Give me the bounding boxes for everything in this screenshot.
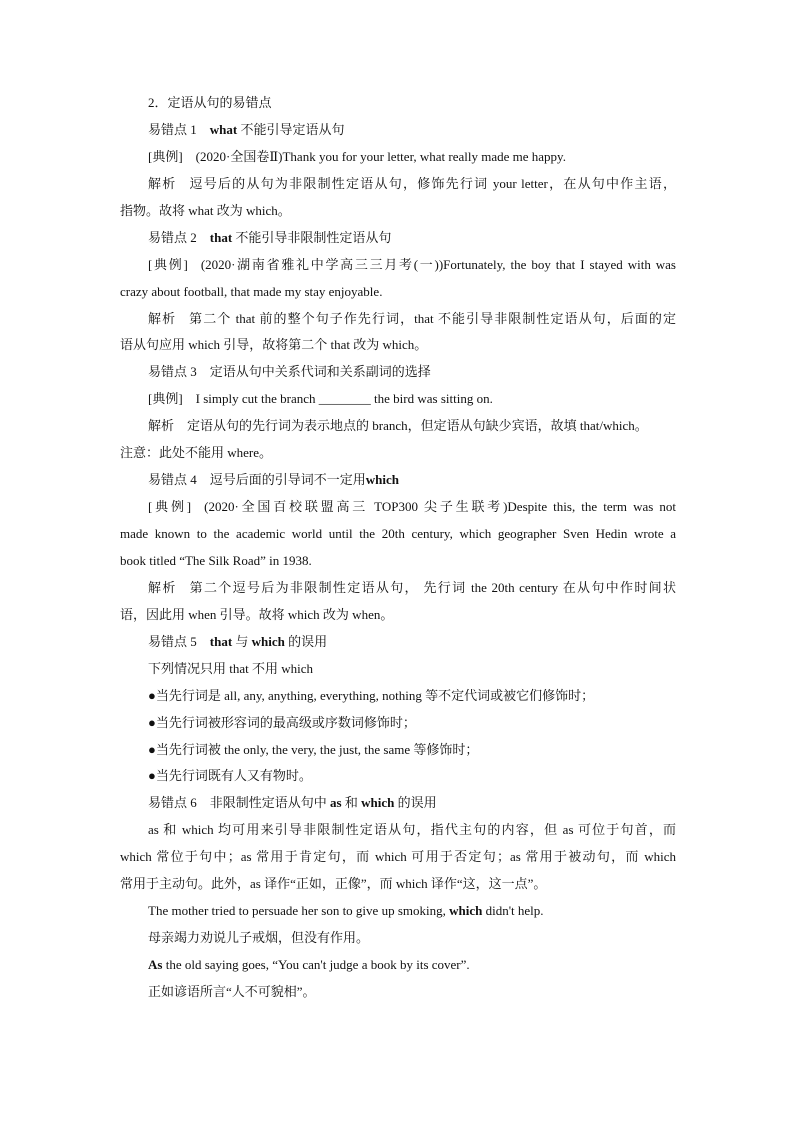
heading-text: 的误用 bbox=[288, 633, 328, 649]
error-point-1-analysis-cont: 指物。故将 what 改为 which。 bbox=[120, 202, 291, 218]
error-point-5-intro: 下列情况只用 that 不用 which bbox=[148, 660, 314, 676]
heading-text: 逗号后面的引导词不一定用 bbox=[209, 472, 366, 488]
heading-number: 易错点 3 bbox=[148, 364, 197, 380]
bullet-item: ●当先行词被形容词的最高级或序数词修饰时； bbox=[148, 714, 416, 730]
error-point-3-analysis bbox=[120, 413, 676, 440]
heading-number: 易错点 1 bbox=[148, 121, 197, 137]
error-point-5-heading bbox=[120, 629, 676, 656]
heading-connector: 和 bbox=[344, 795, 358, 811]
heading-keyword: what bbox=[209, 121, 238, 137]
example-sentence-en bbox=[120, 898, 676, 925]
heading-connector: 与 bbox=[235, 633, 249, 649]
example-sentence-en bbox=[120, 952, 676, 979]
error-point-4-example-cont: made known to the academic world until the 20th century, which geographer Sven Hedin wrote a bbox=[120, 526, 676, 541]
heading-keyword: that bbox=[209, 633, 233, 649]
error-point-4-heading bbox=[120, 467, 676, 494]
sentence-text-end: didn't help. bbox=[482, 903, 544, 919]
analysis-label: 解析 bbox=[148, 310, 177, 326]
error-point-2-example-cont: crazy about football, that made my stay enjoyable. bbox=[120, 283, 383, 299]
heading-text: 定语从句中关系代词和关系副词的选择 bbox=[209, 364, 431, 380]
section-title: 2．定语从句的易错点 bbox=[148, 95, 272, 110]
error-point-2-heading bbox=[120, 225, 676, 252]
analysis-label: 解析 bbox=[148, 175, 177, 191]
example-text: (2020·全国百校联盟高三 TOP300 尖子生联考)Despite this, the term was not bbox=[204, 499, 676, 515]
error-point-1-example bbox=[120, 144, 676, 171]
heading-text: 不能引导非限制性定语从句 bbox=[235, 229, 392, 245]
example-sentence-zh: 正如谚语所言“人不可貌相”。 bbox=[148, 983, 316, 999]
error-point-3-note: 注意：此处不能用 where。 bbox=[120, 445, 273, 461]
sentence-keyword: As bbox=[148, 957, 163, 972]
heading-keyword: which bbox=[365, 472, 400, 488]
analysis-text: 定语从句的先行词为表示地点的 branch，但定语从句缺少宾语，故填 that/which。 bbox=[187, 418, 648, 434]
example-label: [典例] bbox=[148, 256, 188, 272]
analysis-text: 第二个 that 前的整个句子作先行词，that 不能引导非限制性定语从句，后面的定 bbox=[189, 310, 676, 326]
error-point-3-example bbox=[120, 386, 676, 413]
heading-text: 的误用 bbox=[397, 795, 437, 811]
error-point-2-example bbox=[120, 252, 676, 279]
example-text: (2020·全国卷Ⅱ)Thank you for your letter, what really made me happy. bbox=[195, 148, 566, 164]
heading-keyword: as bbox=[330, 795, 342, 811]
error-point-4-example-cont2: book titled “The Silk Road” in 1938. bbox=[120, 552, 312, 568]
error-point-6-body: as 和 which 均可用来引导非限制性定语从句，指代主句的内容，但 as 可位于句首，而 bbox=[148, 822, 676, 838]
sentence-text-end: the old saying goes, “You can't judge a book by its cover”. bbox=[162, 957, 470, 972]
error-point-3-heading bbox=[120, 359, 676, 386]
example-label: [典例] bbox=[148, 499, 192, 515]
heading-number: 易错点 4 bbox=[148, 472, 197, 488]
heading-number: 易错点 2 bbox=[148, 229, 197, 245]
heading-text-1: 非限制性定语从句中 bbox=[209, 795, 327, 811]
example-label: [典例] bbox=[148, 148, 183, 164]
analysis-label: 解析 bbox=[148, 579, 177, 595]
example-text: I simply cut the branch ________ the bird was sitting on. bbox=[195, 391, 493, 407]
error-point-1-heading bbox=[120, 117, 676, 144]
document-body bbox=[120, 90, 676, 1006]
heading-keyword: that bbox=[209, 229, 233, 245]
error-point-2-analysis bbox=[120, 306, 676, 333]
bullet-item: ●当先行词是 all, any, anything, everything, nothing 等不定代词或被它们修饰时； bbox=[148, 687, 595, 703]
analysis-text: 逗号后的从句为非限制性定语从句，修饰先行词 your letter，在从句中作主语， bbox=[189, 175, 676, 191]
error-point-4-analysis-cont: 语，因此用 when 引导。故将 which 改为 when。 bbox=[120, 606, 394, 622]
example-text: (2020·湖南省雅礼中学高三三月考(一))Fortunately, the boy that I stayed with was bbox=[200, 256, 676, 272]
error-point-6-heading bbox=[120, 790, 676, 817]
error-point-2-analysis-cont: 语从句应用 which 引导，故将第二个 that 改为 which。 bbox=[120, 337, 428, 353]
heading-number: 易错点 6 bbox=[148, 795, 197, 811]
sentence-keyword: which bbox=[449, 903, 483, 919]
heading-number: 易错点 5 bbox=[148, 633, 197, 649]
heading-keyword-2: which bbox=[361, 795, 395, 811]
bullet-item: ●当先行词既有人又有物时。 bbox=[148, 768, 312, 784]
error-point-6-body-cont2: 常用于主动句。此外，as 译作“正如，正像”，而 which 译作“这，这一点”。 bbox=[120, 876, 547, 892]
error-point-4-example bbox=[120, 494, 676, 521]
heading-text: 不能引导定语从句 bbox=[240, 121, 345, 137]
error-point-6-body-cont: which 常位于句中；as 常用于肯定句，而 which 可用于否定句；as 常用于被动句，而 which bbox=[120, 849, 676, 865]
analysis-label: 解析 bbox=[148, 418, 175, 434]
heading-keyword-2: which bbox=[251, 633, 285, 649]
bullet-item: ●当先行词被 the only, the very, the just, the same 等修饰时； bbox=[148, 741, 479, 757]
error-point-1-analysis bbox=[120, 171, 676, 198]
example-sentence-zh: 母亲竭力劝说儿子戒烟，但没有作用。 bbox=[148, 930, 370, 946]
sentence-text: The mother tried to persuade her son to give up smoking, bbox=[148, 903, 450, 919]
example-label: [典例] bbox=[148, 391, 183, 407]
error-point-4-analysis bbox=[120, 575, 676, 602]
analysis-text: 第二个逗号后为非限制性定语从句， 先行词 the 20th century 在从句中作时间状 bbox=[189, 579, 676, 595]
